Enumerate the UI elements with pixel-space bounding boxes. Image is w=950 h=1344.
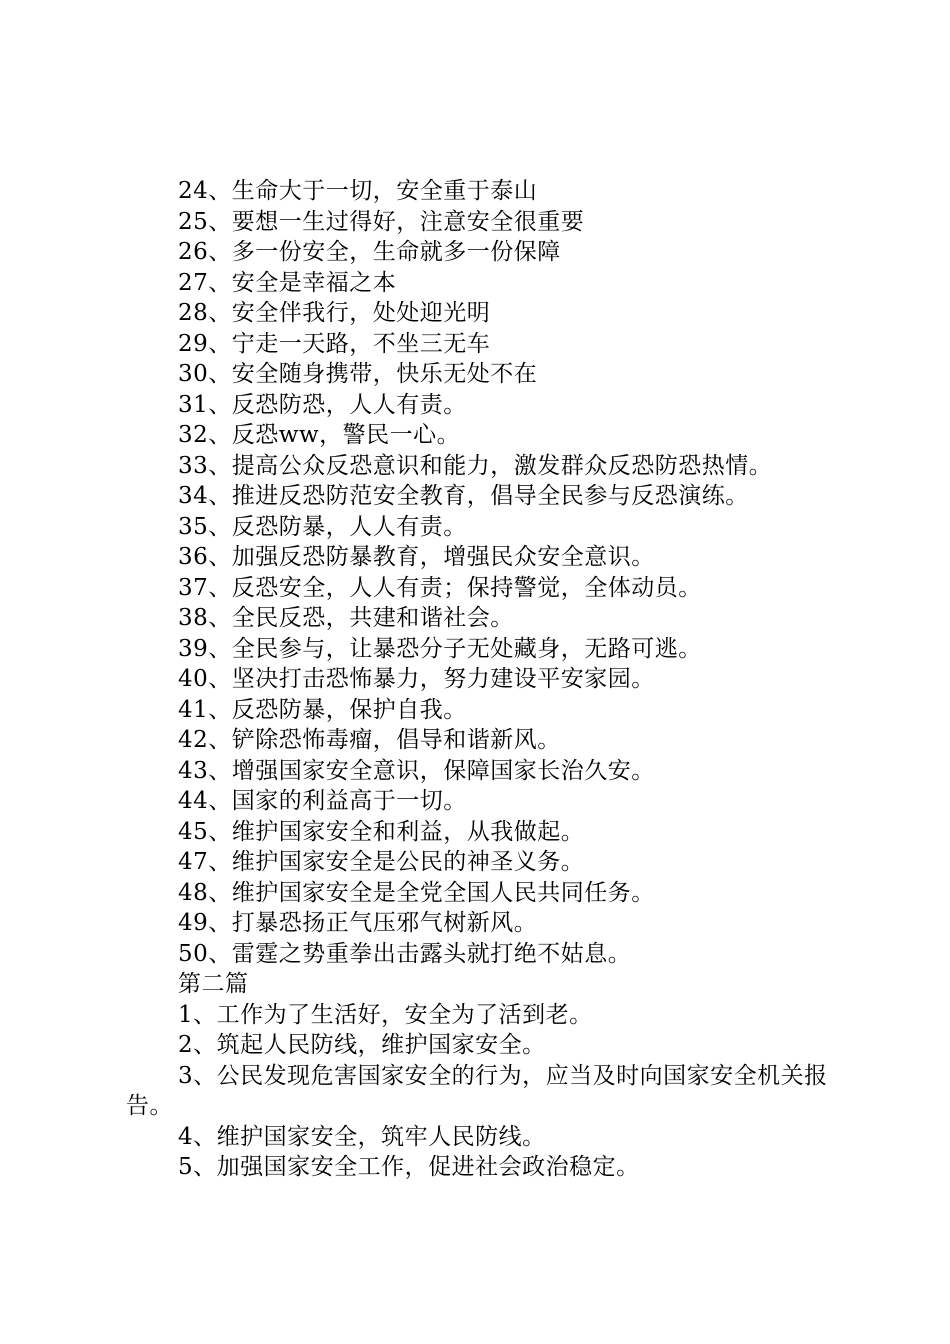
text-line: 30、安全随身携带，快乐无处不在	[178, 361, 538, 387]
text-line: 33、提高公众反恐意识和能力，激发群众反恐防恐热情。	[178, 452, 773, 479]
text-line: 43、增强国家安全意识，保障国家长治久安。	[178, 757, 655, 784]
text-line: 44、国家的利益高于一切。	[178, 788, 467, 814]
text-line: 39、全民参与，让暴恐分子无处藏身，无路可逃。	[178, 635, 702, 662]
text-line: 42、铲除恐怖毒瘤，倡导和谐新风。	[178, 727, 561, 753]
text-line: 29、宁走一天路，不坐三无车	[178, 330, 491, 357]
text-line: 49、打暴恐扬正气压邪气树新风。	[178, 910, 538, 936]
section-heading: 第二篇	[178, 971, 249, 997]
text-line: 4、维护国家安全，筑牢人民防线。	[178, 1123, 546, 1150]
text-line: 45、维护国家安全和利益，从我做起。	[178, 818, 585, 845]
text-line: 36、加强反恐防暴教育，增强民众安全意识。	[178, 544, 655, 570]
text-line: 27、安全是幸福之本	[178, 269, 397, 296]
text-line: 40、坚决打击恐怖暴力，努力建设平安家园。	[178, 666, 655, 692]
text-line: 25、要想一生过得好，注意安全很重要	[178, 208, 585, 235]
text-line: 38、全民反恐，共建和谐社会。	[178, 605, 514, 631]
text-line: 32、反恐ww，警民一心。	[178, 422, 461, 448]
document-body	[126, 176, 838, 1183]
text-line: 37、反恐安全，人人有责；保持警觉，全体动员。	[178, 574, 702, 601]
text-line: 2、筑起人民防线，维护国家安全。	[178, 1032, 546, 1058]
text-line: 1、工作为了生活好，安全为了活到老。	[178, 1001, 593, 1028]
text-line: 24、生命大于一切，安全重于泰山	[178, 178, 538, 204]
text-line: 5、加强国家安全工作，促进社会政治稳定。	[178, 1154, 640, 1180]
text-line: 3、公民发现危害国家安全的行为，应当及时向国家安全机关报告。	[126, 1062, 828, 1119]
text-line: 31、反恐防恐，人人有责。	[178, 391, 467, 418]
text-line: 41、反恐防暴，保护自我。	[178, 696, 467, 723]
text-line: 34、推进反恐防范安全教育，倡导全民参与反恐演练。	[178, 483, 749, 509]
text-line: 35、反恐防暴，人人有责。	[178, 513, 467, 540]
text-line: 26、多一份安全，生命就多一份保障	[178, 239, 561, 265]
text-line: 28、安全伴我行，处处迎光明	[178, 300, 491, 326]
text-line: 48、维护国家安全是全党全国人民共同任务。	[178, 879, 655, 906]
text-line: 50、雷霆之势重拳出击露头就打绝不姑息。	[178, 940, 632, 967]
text-line: 47、维护国家安全是公民的神圣义务。	[178, 849, 585, 875]
